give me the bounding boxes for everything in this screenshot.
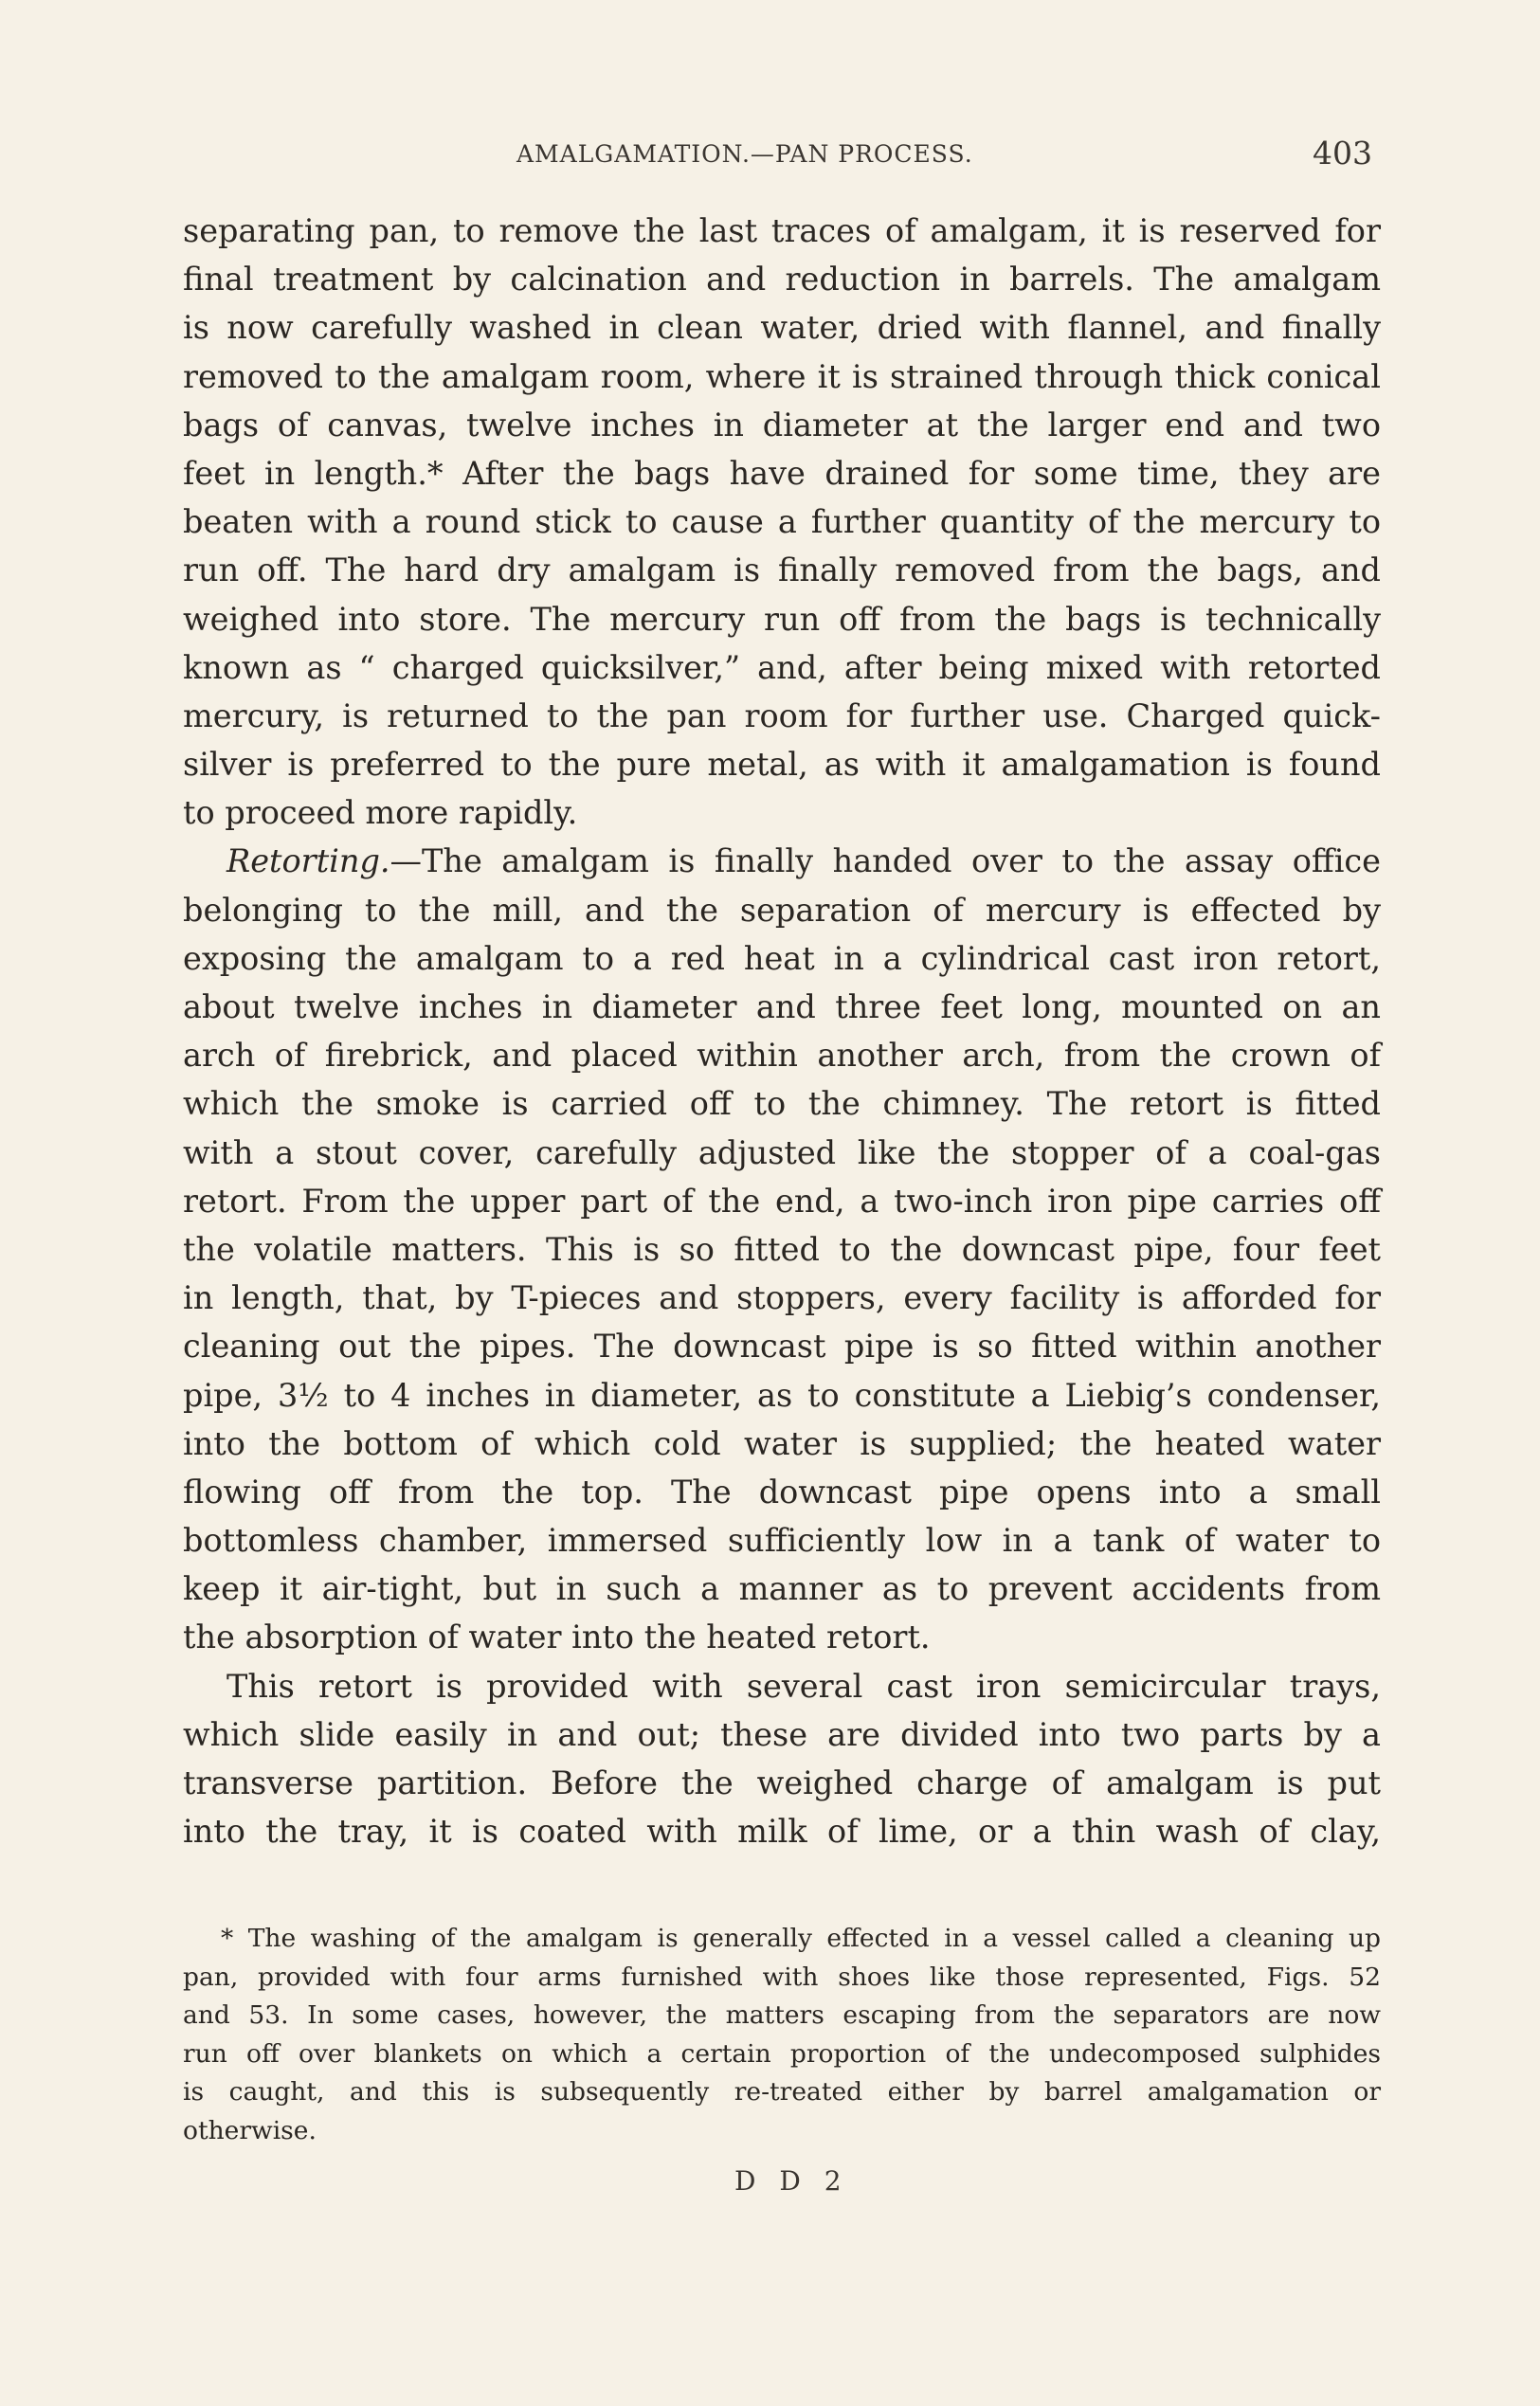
signature-mark: D D 2 <box>734 2165 849 2197</box>
running-title: AMALGAMATION.—PAN PROCESS. <box>516 140 973 168</box>
text-line-with-heading <box>183 837 1381 885</box>
text-line: removed to the amalgam room, where it is strained through thick conical <box>183 357 1381 395</box>
text-line: into the bottom of which cold water is supplied; the heated water <box>183 1424 1381 1462</box>
text-line: —The amalgam is finally handed over to the assay office <box>390 842 1381 880</box>
text-line: bags of canvas, twelve inches in diameter at the larger end and two <box>183 406 1381 443</box>
text-line: the absorption of water into the heated retort. <box>183 1619 931 1656</box>
page-number: 403 <box>1313 135 1372 172</box>
text-line: This retort is provided with several cast iron semicircular trays, <box>226 1667 1381 1705</box>
text-line: keep it air-tight, but in such a manner as to prevent accidents from <box>183 1570 1381 1608</box>
section-heading: Retorting. <box>226 842 390 880</box>
text-line: about twelve inches in diameter and three feet long, mounted on an <box>183 988 1381 1025</box>
text-line: which slide easily in and out; these are divided into two parts by a <box>183 1715 1381 1753</box>
text-line: separating pan, to remove the last traces of amalgam, it is reserved for <box>183 212 1381 249</box>
footnote-line: * The washing of the amalgam is generally effected in a vessel called a cleaning up <box>221 1924 1381 1953</box>
footnote-line: pan, provided with four arms furnished with shoes like those represented, Figs. 52 <box>183 1962 1381 1992</box>
footnote-line: run off over blankets on which a certain proportion of the undecomposed sulphides <box>183 2038 1381 2069</box>
text-line: which the smoke is carried off to the chimney. The retort is fitted <box>183 1085 1381 1123</box>
text-line: run off. The hard dry amalgam is finally removed from the bags, and <box>183 552 1381 589</box>
text-line: is now carefully washed in clean water, dried with flannel, and finally <box>183 309 1381 347</box>
footnote-line: and 53. In some cases, however, the matters escaping from the separators are now <box>183 2000 1381 2031</box>
footnote <box>183 1920 1381 2151</box>
text-line: belonging to the mill, and the separation of mercury is effected by <box>183 891 1381 929</box>
text-line: known as “ charged quicksilver,” and, after being mixed with retorted <box>183 648 1381 686</box>
footnote-line: is caught, and this is subsequently re-treated either by barrel amalgamation or <box>183 2077 1381 2108</box>
text-line: cleaning out the pipes. The downcast pipe is so fitted within another <box>183 1328 1381 1366</box>
text-line: feet in length.* After the bags have drained for some time, they are <box>183 454 1381 492</box>
text-line: mercury, is returned to the pan room for further use. Charged quick- <box>183 696 1381 734</box>
text-line: in length, that, by T-pieces and stoppers, every facility is afforded for <box>183 1279 1381 1317</box>
text-line: pipe, 3½ to 4 inches in diameter, as to constitute a Liebig’s condenser, <box>183 1376 1381 1414</box>
text-line: retort. From the upper part of the end, a two-inch iron pipe carries off <box>183 1182 1381 1220</box>
footnote-line: otherwise. <box>183 2115 317 2145</box>
body-text <box>183 207 1381 1855</box>
text-line: beaten with a round stick to cause a further quantity of the mercury to <box>183 503 1381 541</box>
text-line: arch of firebrick, and placed within another arch, from the crown of <box>183 1037 1381 1075</box>
text-line: exposing the amalgam to a red heat in a cylindrical cast iron retort, <box>183 939 1381 977</box>
text-line: transverse partition. Before the weighed charge of amalgam is put <box>183 1764 1381 1801</box>
text-line: silver is preferred to the pure metal, as with it amalgamation is found <box>183 746 1381 784</box>
text-line: into the tray, it is coated with milk of lime, or a thin wash of clay, <box>183 1813 1381 1851</box>
text-line: to proceed more rapidly. <box>183 794 578 832</box>
text-line: weighed into store. The mercury run off from the bags is technically <box>183 600 1381 638</box>
text-line: flowing off from the top. The downcast pipe opens into a small <box>183 1473 1381 1511</box>
text-line: the volatile matters. This is so fitted to the downcast pipe, four feet <box>183 1230 1381 1268</box>
text-line: bottomless chamber, immersed sufficiently low in a tank of water to <box>183 1522 1381 1560</box>
text-line: final treatment by calcination and reduction in barrels. The amalgam <box>183 261 1381 298</box>
text-line: with a stout cover, carefully adjusted like the stopper of a coal-gas <box>183 1133 1381 1171</box>
